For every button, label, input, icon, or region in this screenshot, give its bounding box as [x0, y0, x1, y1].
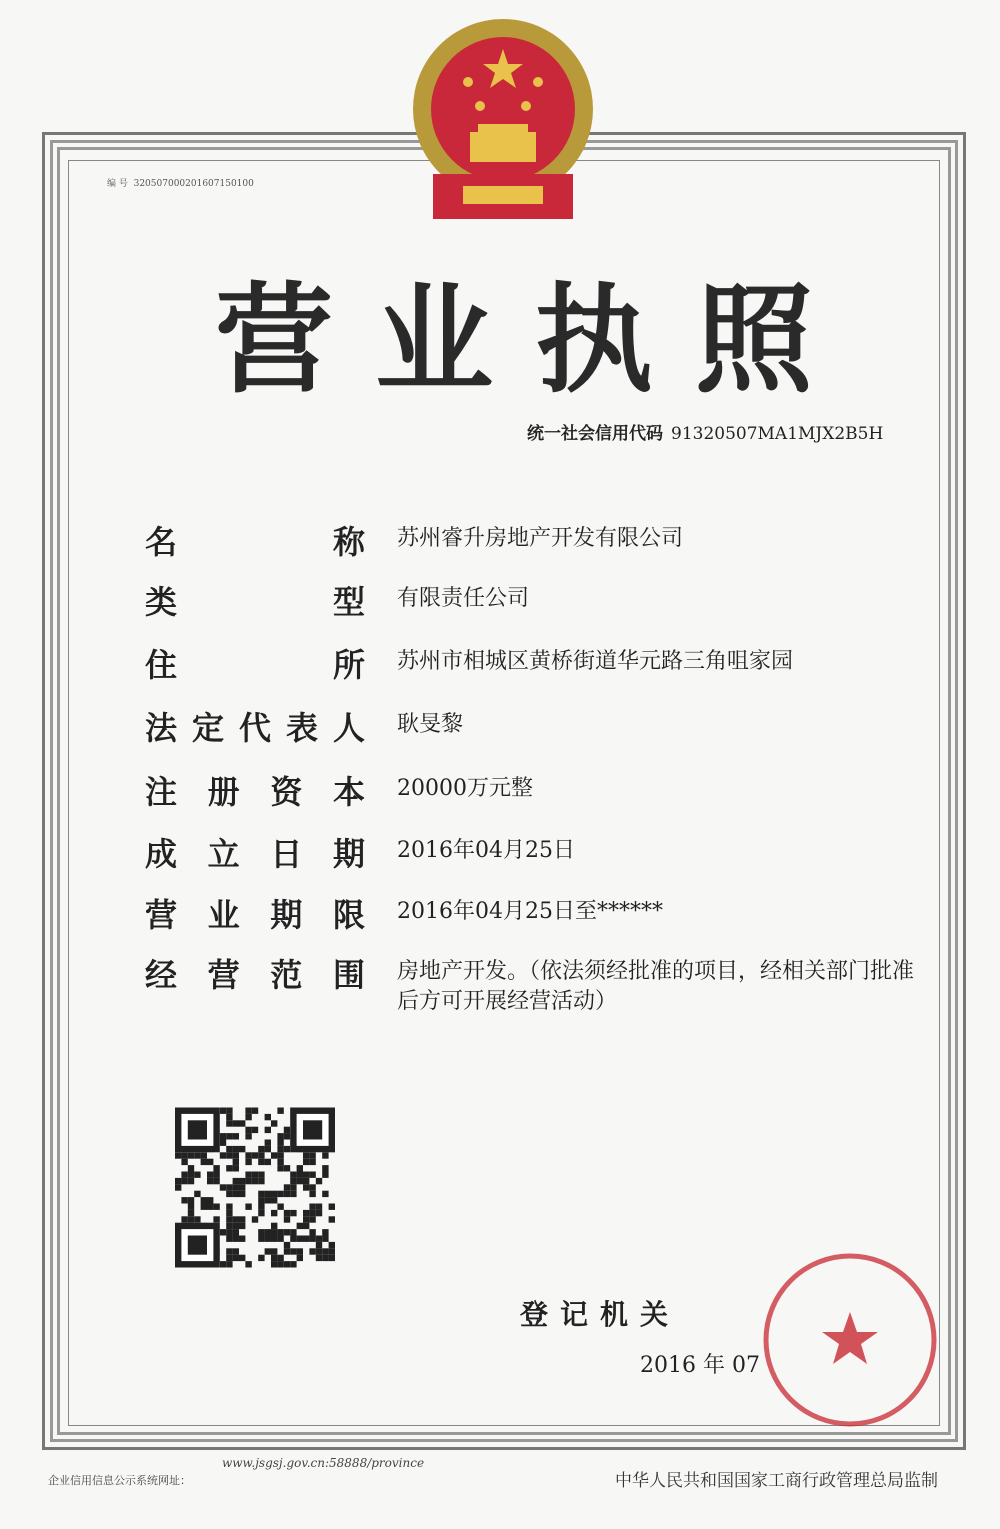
document-title: 营业执照 — [215, 271, 856, 409]
field-value: 有限责任公司 — [397, 586, 530, 611]
field-value: 苏州睿升房地产开发有限公司 — [397, 526, 684, 551]
field-label: 成立日期 — [145, 835, 365, 873]
field-value: 2016年04月25日至****** — [397, 899, 663, 924]
field-row — [145, 955, 925, 1017]
field-row — [145, 522, 925, 562]
field-row — [145, 834, 925, 874]
registration-authority: 登记机关 — [520, 1298, 681, 1331]
official-seal-icon — [760, 1250, 940, 1430]
credit-code-value: 91320507MA1MJX2B5H — [671, 424, 884, 444]
serial-value: 320507000201607150100 — [133, 179, 254, 189]
national-emblem-icon — [408, 14, 598, 224]
field-value: 2016年04月25日 — [397, 838, 575, 863]
qr-code — [175, 1105, 335, 1270]
field-label: 经营范围 — [145, 956, 365, 994]
serial-number — [107, 176, 254, 189]
footer-site-label: 企业信用信息公示系统网址： — [48, 1474, 191, 1487]
field-row — [145, 772, 925, 812]
serial-label: 编 号 — [107, 179, 128, 189]
credit-code — [527, 423, 883, 445]
field-label: 住所 — [145, 646, 365, 684]
field-value: 房地产开发。（依法须经批准的项目，经相关部门批准后方可开展经营活动） — [397, 959, 915, 1014]
issue-date: 2016 年 07 — [640, 1353, 760, 1378]
field-label: 营业期限 — [145, 896, 365, 934]
footer-site-url: www.jsgsj.gov.cn:58888/province — [222, 1456, 425, 1470]
footer-issuer: 中华人民共和国国家工商行政管理总局监制 — [615, 1471, 938, 1491]
field-label: 名称 — [145, 523, 365, 561]
field-row — [145, 895, 925, 935]
field-value: 苏州市相城区黄桥街道华元路三角咀家园 — [397, 649, 794, 674]
credit-code-label: 统一社会信用代码 — [527, 424, 663, 444]
field-value: 耿旻黎 — [397, 712, 464, 737]
field-label: 类型 — [145, 583, 365, 621]
field-value: 20000万元整 — [397, 776, 533, 801]
field-row — [145, 582, 925, 622]
field-row — [145, 645, 925, 685]
field-row — [145, 708, 925, 748]
field-label: 法定代表人 — [145, 709, 365, 747]
field-label: 注册资本 — [145, 773, 365, 811]
